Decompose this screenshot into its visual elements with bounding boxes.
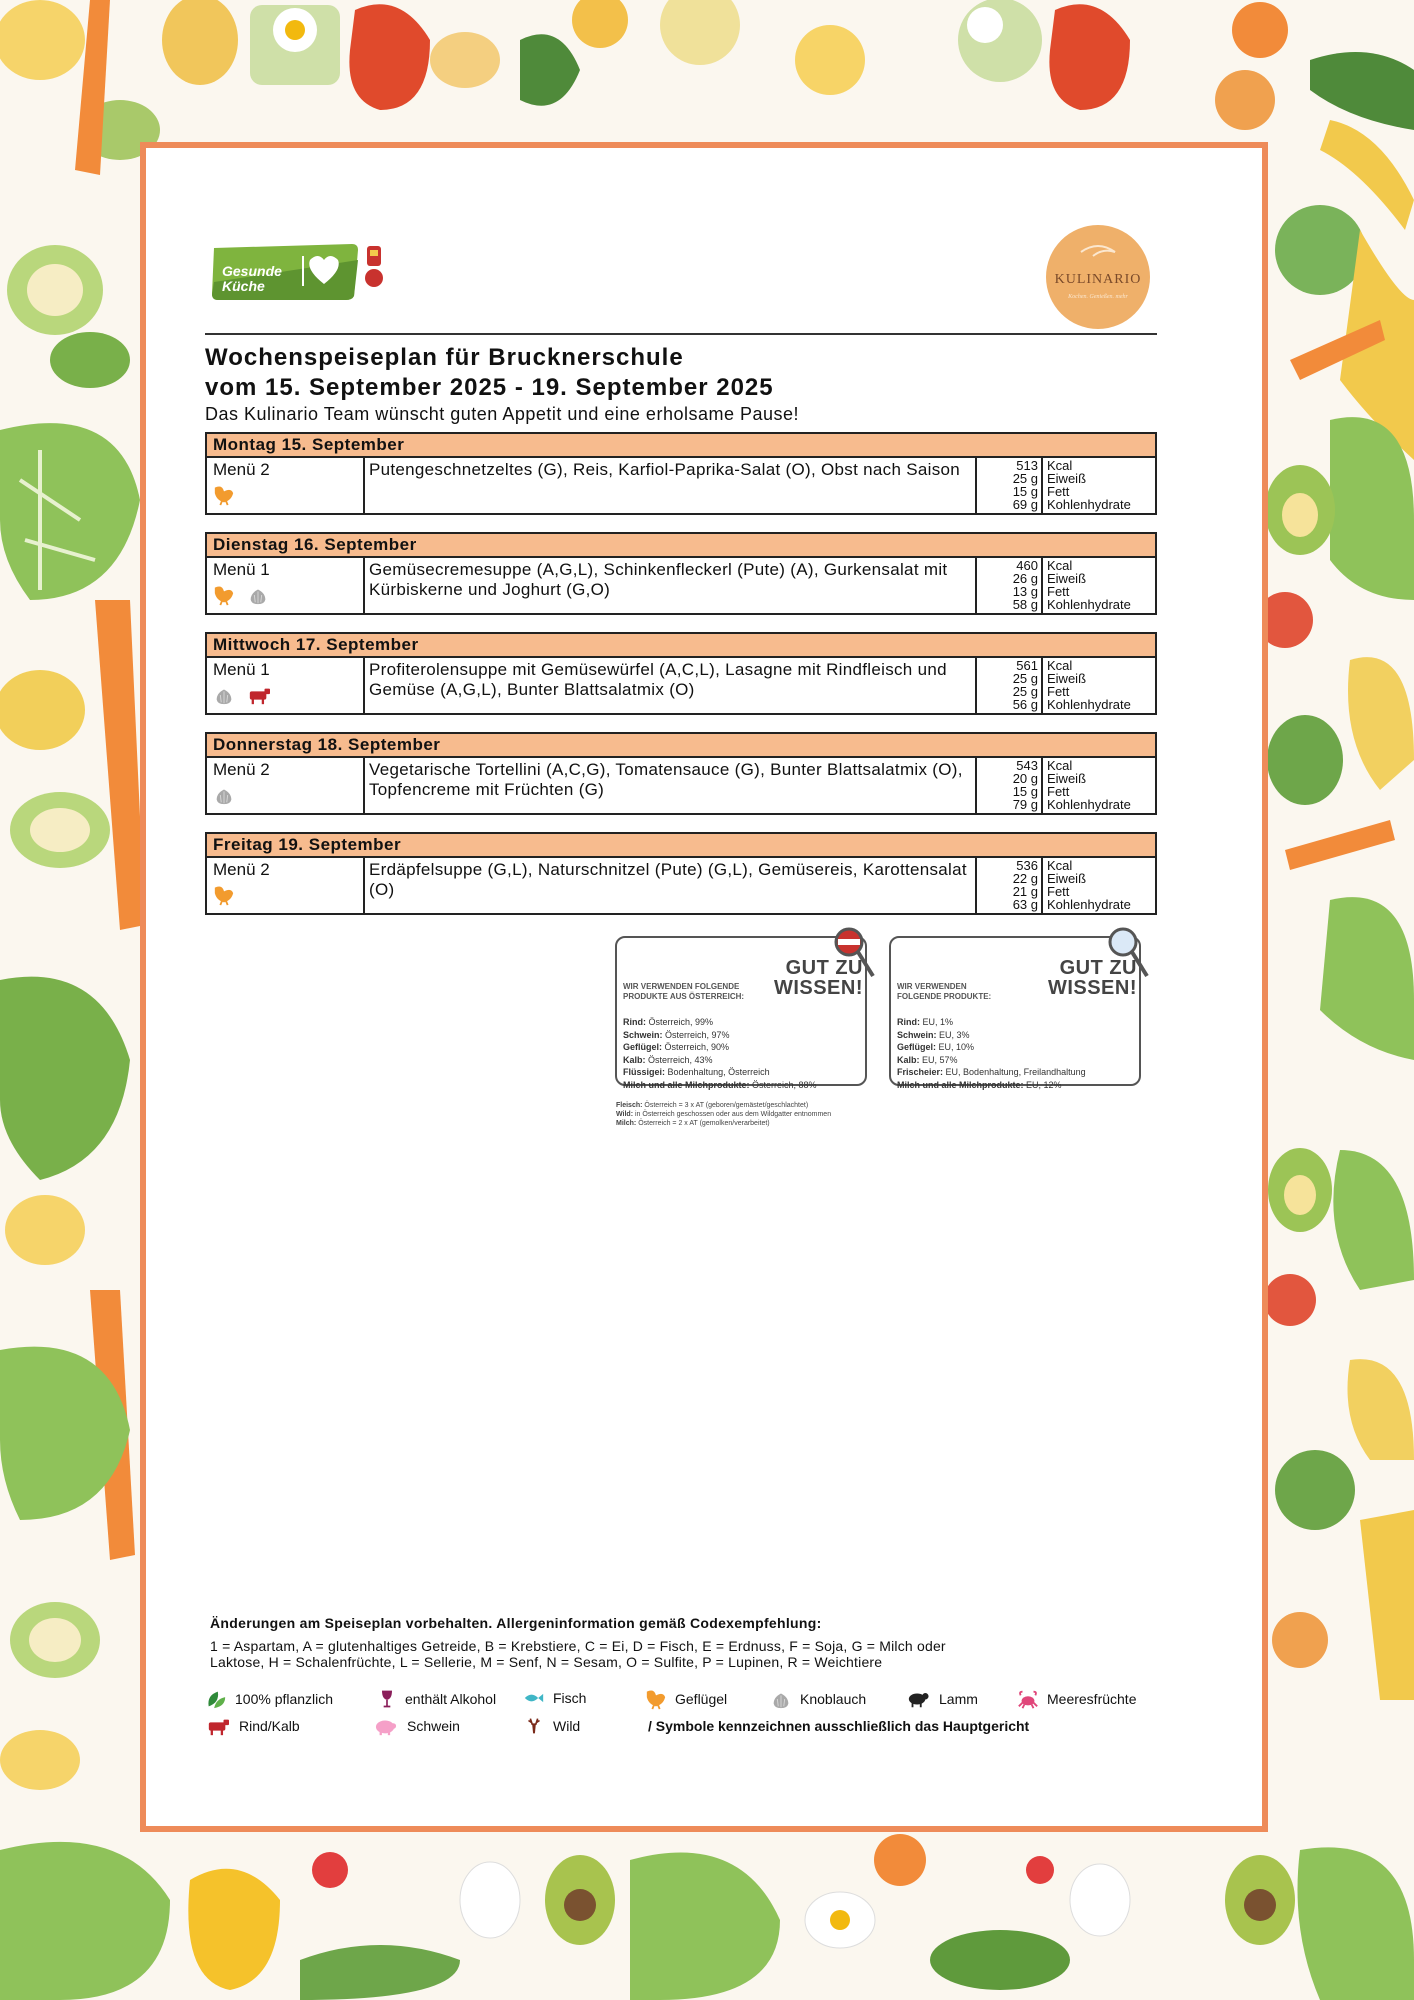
legend-label: Geflügel — [675, 1691, 728, 1707]
day-block-tuesday — [205, 532, 1157, 615]
legend-label: enthält Alkohol — [405, 1691, 497, 1707]
legend-item-poultry — [645, 1688, 727, 1710]
allergen-info — [210, 1615, 1150, 1670]
fat-label: Fett — [1047, 484, 1070, 499]
footnote-value: Österreich = 3 x AT (geboren/gemästet/geschlachtet) — [644, 1102, 809, 1109]
origin-row — [897, 1079, 1086, 1092]
footnote-label: Milch: — [616, 1120, 637, 1127]
origin-value: Österreich, 97% — [665, 1029, 730, 1040]
origin-label: Frischeier: — [897, 1067, 944, 1077]
legend-item-pork — [373, 1715, 460, 1737]
kcal-value: 536 — [1016, 858, 1038, 873]
kcal-label: Kcal — [1047, 758, 1073, 773]
legend-note: / Symbole kennzeichnen ausschließlich das Hauptgericht — [648, 1718, 1030, 1734]
menu-cell — [207, 758, 365, 813]
origin-value: Bodenhaltung, Österreich — [667, 1067, 770, 1077]
day-block-wednesday — [205, 632, 1157, 715]
origin-row — [623, 1041, 817, 1054]
protein-value: 26 g — [1012, 571, 1038, 586]
protein-label: Eiweiß — [1047, 571, 1087, 586]
nutrition-labels — [1043, 858, 1131, 913]
fat-value: 15 g — [1012, 784, 1038, 799]
pig-icon — [373, 1715, 399, 1737]
legend-label: Knoblauch — [800, 1691, 867, 1707]
info-intro-line1: WIR VERWENDEN FOLGENDE — [623, 982, 740, 991]
fat-label: Fett — [1047, 784, 1070, 799]
garlic-icon — [213, 784, 235, 806]
info-title — [1048, 958, 1137, 998]
day-block-monday — [205, 432, 1157, 515]
origin-label: Schwein: — [623, 1029, 663, 1040]
origin-footnotes — [616, 1101, 831, 1128]
info-intro — [623, 982, 744, 1002]
info-title-line2: WISSEN! — [773, 977, 863, 999]
origin-row — [623, 1066, 817, 1079]
lamb-icon — [905, 1688, 931, 1710]
legend-item-seafood — [1017, 1688, 1136, 1710]
fat-value: 13 g — [1012, 584, 1038, 599]
page-title: Wochenspeiseplan für Brucknerschule — [205, 344, 684, 371]
symbol-icons — [213, 784, 357, 806]
fat-label: Fett — [1047, 884, 1070, 899]
chicken-icon — [645, 1688, 667, 1710]
origin-value: Österreich, 43% — [648, 1054, 713, 1065]
menu-cell — [207, 858, 365, 913]
origin-row — [623, 1029, 817, 1042]
menu-row — [205, 758, 1157, 815]
menu-label: Menü 2 — [213, 860, 270, 879]
allergen-heading: Änderungen am Speiseplan vorbehalten. Allergeninformation gemäß Codexempfehlung: — [210, 1615, 822, 1631]
nutrition-values — [977, 758, 1043, 813]
footnote-row — [616, 1110, 831, 1119]
garlic-icon — [247, 584, 269, 606]
plant-icon — [205, 1688, 227, 1710]
kcal-value: 460 — [1016, 558, 1038, 573]
kcal-label: Kcal — [1047, 658, 1073, 673]
menu-cell — [207, 558, 365, 613]
fish-icon — [523, 1688, 545, 1708]
logo-left-line2: Küche — [222, 278, 265, 294]
header-divider — [205, 333, 1157, 335]
menu-label: Menü 1 — [213, 660, 270, 679]
wine-icon — [377, 1688, 397, 1710]
origin-row — [897, 1054, 1086, 1067]
menu-cell — [207, 458, 365, 513]
legend-label: Rind/Kalb — [239, 1718, 300, 1734]
info-title-line1: GUT ZU — [1059, 957, 1137, 979]
origin-value: Österreich, 90% — [664, 1042, 730, 1052]
carbs-label: Kohlenhydrate — [1047, 797, 1131, 812]
carbs-value: 69 g — [1012, 497, 1038, 512]
nutrition-values — [977, 458, 1043, 513]
origin-row — [897, 1029, 1086, 1042]
nutrition-cell — [977, 458, 1155, 513]
allergen-line1: 1 = Aspartam, A = glutenhaltiges Getreide, B = Krebstiere, C = Ei, D = Fisch, E = Erdnuss, F = Soja, G = Milch oder — [210, 1638, 946, 1654]
origin-value: Österreich, 99% — [648, 1017, 714, 1027]
nutrition-values — [977, 858, 1043, 913]
day-heading: Montag 15. September — [205, 432, 1157, 458]
fat-value: 25 g — [1012, 684, 1038, 699]
cow-icon — [205, 1715, 231, 1737]
nutrition-values — [977, 658, 1043, 713]
legend-label: Wild — [553, 1718, 581, 1734]
greeting: Das Kulinario Team wünscht guten Appetit und eine erholsame Pause! — [205, 404, 800, 424]
nutrition-values — [977, 558, 1043, 613]
dish-description: Vegetarische Tortellini (A,C,G), Tomatensauce (G), Bunter Blattsalatmix (O), Topfencreme mit Früchten (G) — [365, 758, 977, 813]
symbol-icons — [213, 684, 357, 706]
kcal-value: 561 — [1016, 658, 1038, 673]
origin-value: EU, 12% — [1026, 1079, 1062, 1090]
menu-row — [205, 458, 1157, 515]
nutrition-cell — [977, 658, 1155, 713]
origin-row — [897, 1016, 1086, 1029]
footnote-row — [616, 1101, 831, 1110]
symbol-icons — [213, 584, 357, 606]
protein-label: Eiweiß — [1047, 871, 1087, 886]
crab-icon — [1017, 1688, 1039, 1710]
gut-zu-wissen-austria — [615, 926, 871, 1094]
legend-label: Schwein — [407, 1718, 460, 1734]
footnote-value: Österreich = 2 x AT (gemolken/verarbeitet) — [638, 1120, 770, 1127]
nutrition-labels — [1043, 458, 1131, 513]
legend-label: Lamm — [939, 1691, 978, 1707]
origin-row — [897, 1041, 1086, 1054]
info-intro-line1: WIR VERWENDEN — [897, 982, 967, 991]
kcal-label: Kcal — [1047, 458, 1073, 473]
menu-label: Menü 2 — [213, 460, 270, 479]
fat-value: 15 g — [1012, 484, 1038, 499]
origin-row — [897, 1066, 1086, 1079]
symbol-icons — [213, 884, 357, 906]
day-block-friday — [205, 832, 1157, 915]
carbs-value: 63 g — [1012, 897, 1038, 912]
dish-description: Profiterolensuppe mit Gemüsewürfel (A,C,L), Lasagne mit Rindfleisch und Gemüse (A,G,L), Bunter Blattsalatmix (O) — [365, 658, 977, 713]
origin-label: Geflügel: — [623, 1042, 663, 1052]
carbs-label: Kohlenhydrate — [1047, 897, 1131, 912]
origin-label: Geflügel: — [897, 1042, 937, 1052]
day-heading: Dienstag 16. September — [205, 532, 1157, 558]
protein-label: Eiweiß — [1047, 671, 1087, 686]
dish-description: Erdäpfelsuppe (G,L), Naturschnitzel (Pute) (G,L), Gemüsereis, Karottensalat (O) — [365, 858, 977, 913]
origin-value: EU, 57% — [922, 1054, 958, 1065]
kulinario-logo — [1043, 222, 1153, 332]
origin-row — [623, 1016, 817, 1029]
legend-item-alcohol — [377, 1688, 496, 1710]
day-heading: Mittwoch 17. September — [205, 632, 1157, 658]
origin-value: EU, Bodenhaltung, Freilandhaltung — [945, 1067, 1086, 1077]
legend-label: Fisch — [553, 1690, 587, 1706]
origin-label: Rind: — [623, 1017, 646, 1027]
legend-label: 100% pflanzlich — [235, 1691, 334, 1707]
protein-value: 22 g — [1012, 871, 1038, 886]
origin-label: Flüssigei: — [623, 1067, 666, 1077]
menu-cell — [207, 658, 365, 713]
info-intro-line2: PRODUKTE AUS ÖSTERREICH: — [623, 992, 745, 1001]
legend-item-lamb — [905, 1688, 978, 1710]
legend-item-beef — [205, 1715, 300, 1737]
gesunde-kueche-logo — [212, 242, 392, 304]
info-intro-line2: FOLGENDE PRODUKTE: — [897, 992, 992, 1001]
protein-value: 25 g — [1012, 671, 1038, 686]
legend-item-garlic — [770, 1688, 866, 1710]
origin-label: Milch und alle Milchprodukte: — [623, 1079, 750, 1090]
info-title-line1: GUT ZU — [785, 957, 863, 979]
legend-label: Meeresfrüchte — [1047, 1691, 1137, 1707]
info-title — [774, 958, 863, 998]
carbs-label: Kohlenhydrate — [1047, 697, 1131, 712]
date-range: vom 15. September 2025 - 19. September 2025 — [205, 374, 774, 401]
fat-label: Fett — [1047, 584, 1070, 599]
origin-list — [897, 1016, 1086, 1091]
nutrition-cell — [977, 558, 1155, 613]
info-intro — [897, 982, 991, 1002]
carbs-value: 58 g — [1012, 597, 1038, 612]
legend-item-game — [523, 1715, 580, 1737]
day-heading: Freitag 19. September — [205, 832, 1157, 858]
garlic-icon — [770, 1688, 792, 1710]
nutrition-labels — [1043, 558, 1131, 613]
protein-label: Eiweiß — [1047, 471, 1087, 486]
kcal-value: 513 — [1016, 458, 1038, 473]
kcal-value: 543 — [1016, 758, 1038, 773]
menu-label: Menü 2 — [213, 760, 270, 779]
chicken-icon — [213, 884, 235, 906]
symbol-icons — [213, 484, 357, 506]
menu-label: Menü 1 — [213, 560, 270, 579]
origin-value: EU, 1% — [922, 1017, 954, 1027]
footnote-row — [616, 1119, 831, 1128]
protein-label: Eiweiß — [1047, 771, 1087, 786]
carbs-value: 56 g — [1012, 697, 1038, 712]
carbs-label: Kohlenhydrate — [1047, 597, 1131, 612]
garlic-icon — [213, 684, 235, 706]
footnote-label: Wild: — [616, 1111, 634, 1118]
cow-icon — [247, 684, 271, 706]
allergen-line2: Laktose, H = Schalenfrüchte, L = Sellerie, M = Senf, N = Sesam, O = Sulfite, P = Lupinen, R = Weichtiere — [210, 1654, 883, 1670]
nutrition-cell — [977, 858, 1155, 913]
info-title-line2: WISSEN! — [1047, 977, 1137, 999]
origin-row — [623, 1079, 817, 1092]
carbs-label: Kohlenhydrate — [1047, 497, 1131, 512]
carbs-value: 79 g — [1012, 797, 1038, 812]
protein-value: 25 g — [1012, 471, 1038, 486]
kcal-label: Kcal — [1047, 858, 1073, 873]
legend-item-plant — [205, 1688, 333, 1710]
origin-list — [623, 1016, 817, 1091]
origin-label: Kalb: — [623, 1054, 646, 1065]
chicken-icon — [213, 584, 235, 606]
footnote-value: in Österreich geschossen oder aus dem Wildgatter entnommen — [635, 1111, 832, 1118]
day-block-thursday — [205, 732, 1157, 815]
origin-row — [623, 1054, 817, 1067]
origin-value: Österreich, 88% — [752, 1079, 817, 1090]
nutrition-labels — [1043, 758, 1131, 813]
origin-label: Schwein: — [897, 1029, 937, 1040]
logo-right-tagline: Kochen. Genießen. mehr — [1068, 294, 1128, 300]
logo-right-name: KULINARIO — [1054, 272, 1142, 287]
origin-value: EU, 3% — [939, 1029, 970, 1040]
kcal-label: Kcal — [1047, 558, 1073, 573]
dish-description: Gemüsecremesuppe (A,G,L), Schinkenfleckerl (Pute) (A), Gurkensalat mit Kürbiskerne und Joghurt (G,O) — [365, 558, 977, 613]
day-heading: Donnerstag 18. September — [205, 732, 1157, 758]
origin-label: Milch und alle Milchprodukte: — [897, 1079, 1024, 1090]
logo-left-line1: Gesunde — [222, 263, 282, 279]
footnote-label: Fleisch: — [616, 1102, 643, 1109]
page-title-block — [205, 343, 1157, 425]
origin-label: Kalb: — [897, 1054, 920, 1065]
fat-label: Fett — [1047, 684, 1070, 699]
nutrition-cell — [977, 758, 1155, 813]
menu-row — [205, 658, 1157, 715]
chicken-icon — [213, 484, 235, 506]
origin-label: Rind: — [897, 1017, 920, 1027]
deer-icon — [523, 1715, 545, 1737]
dish-description: Putengeschnetzeltes (G), Reis, Karfiol-Paprika-Salat (O), Obst nach Saison — [365, 458, 977, 513]
origin-value: EU, 10% — [938, 1042, 975, 1052]
legend-item-fish — [523, 1688, 586, 1708]
gut-zu-wissen-eu — [889, 926, 1145, 1094]
nutrition-labels — [1043, 658, 1131, 713]
protein-value: 20 g — [1012, 771, 1038, 786]
menu-row — [205, 858, 1157, 915]
menu-row — [205, 558, 1157, 615]
fat-value: 21 g — [1012, 884, 1038, 899]
